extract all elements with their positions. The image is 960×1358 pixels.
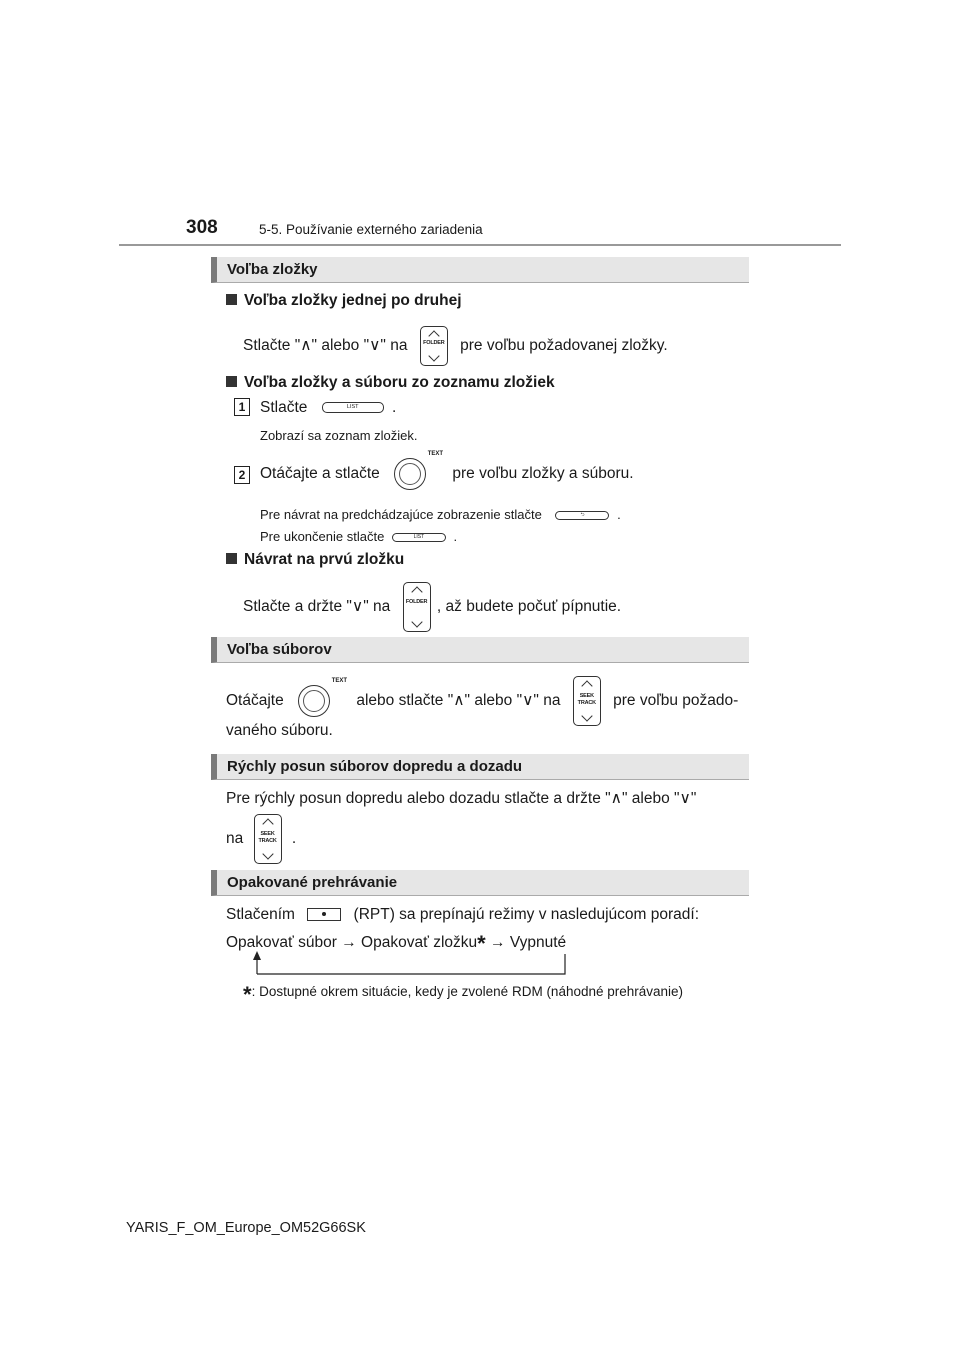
section-repeat-header (211, 870, 749, 896)
document-code: YARIS_F_OM_Europe_OM52G66SK (126, 1220, 366, 1236)
square-bullet-icon (226, 294, 237, 305)
fast-text-line2: na SEEK TRACK . (226, 814, 296, 864)
step1-note: Zobrazí sa zoznam zložiek. (260, 428, 418, 443)
tune-knob-icon: TEXT (394, 458, 426, 490)
sub3-heading: Návrat na prvú zložku (226, 551, 404, 569)
sub1-text: Stlačte "∧" alebo "∨" na FOLDER pre voľbu požadovanej zložky. (243, 326, 668, 366)
square-bullet-icon (226, 553, 237, 564)
back-button-icon: ⮌ (555, 511, 609, 520)
section-folder-header (211, 257, 749, 283)
footnote: *: Dostupné okrem situácie, kedy je zvolené RDM (náhodné prehrávanie) (243, 982, 684, 1007)
sub3-text: Stlačte a držte "∨" na FOLDER , až budete počuť pípnutie. (243, 582, 621, 632)
section-repeat-title: Opakované prehrávanie (227, 874, 398, 891)
section-file-header (211, 637, 749, 663)
section-fast-header (211, 754, 749, 780)
repeat-sequence: Opakovať súbor → Opakovať zložku* → Vypnuté (226, 931, 567, 956)
step2-note-back: Pre návrat na predchádzajúce zobrazenie stlačte ⮌ . (260, 507, 621, 522)
page-number: 308 (186, 217, 218, 238)
list-button-icon: LIST (392, 533, 446, 542)
list-button-icon: LIST (322, 402, 384, 413)
square-bullet-icon (226, 376, 237, 387)
section-folder-title: Voľba zložky (227, 261, 318, 278)
file-text-line2: vaného súboru. (226, 722, 333, 739)
seek-track-button-icon: SEEK TRACK (254, 814, 282, 864)
tune-knob-icon: TEXT (298, 685, 330, 717)
folder-button-icon: FOLDER (420, 326, 448, 366)
sub1-heading: Voľba zložky jednej po druhej (226, 292, 462, 310)
step1-text: Stlačte LIST . (260, 399, 397, 416)
file-text-line1: Otáčajte TEXT alebo stlačte "∧" alebo "∨" na SEEK TRACK pre voľbu požado- (226, 676, 738, 726)
step-number-1: 1 (234, 398, 250, 416)
section-file-title: Voľba súborov (227, 641, 332, 658)
seek-track-button-icon: SEEK TRACK (573, 676, 601, 726)
chapter-title: 5-5. Používanie externého zariadenia (259, 222, 483, 237)
loop-arrow-icon (245, 950, 575, 980)
step2-note-exit: Pre ukončenie stlačte LIST . (260, 529, 458, 544)
sub2-heading: Voľba zložky a súboru zo zoznamu zložiek (226, 374, 555, 392)
folder-button-icon: FOLDER (403, 582, 431, 632)
repeat-text-line1: Stlačením (RPT) sa prepínajú režimy v nasledujúcom poradí: (226, 906, 699, 923)
step-number-2: 2 (234, 466, 250, 484)
step2-text: Otáčajte a stlačte TEXT pre voľbu zložky a súboru. (260, 458, 634, 490)
section-fast-title: Rýchly posun súborov dopredu a dozadu (227, 758, 523, 775)
header-rule (119, 244, 841, 246)
rpt-button-icon (307, 908, 341, 921)
fast-text-line1: Pre rýchly posun dopredu alebo dozadu stlačte a držte "∧" alebo "∨" (226, 790, 697, 807)
